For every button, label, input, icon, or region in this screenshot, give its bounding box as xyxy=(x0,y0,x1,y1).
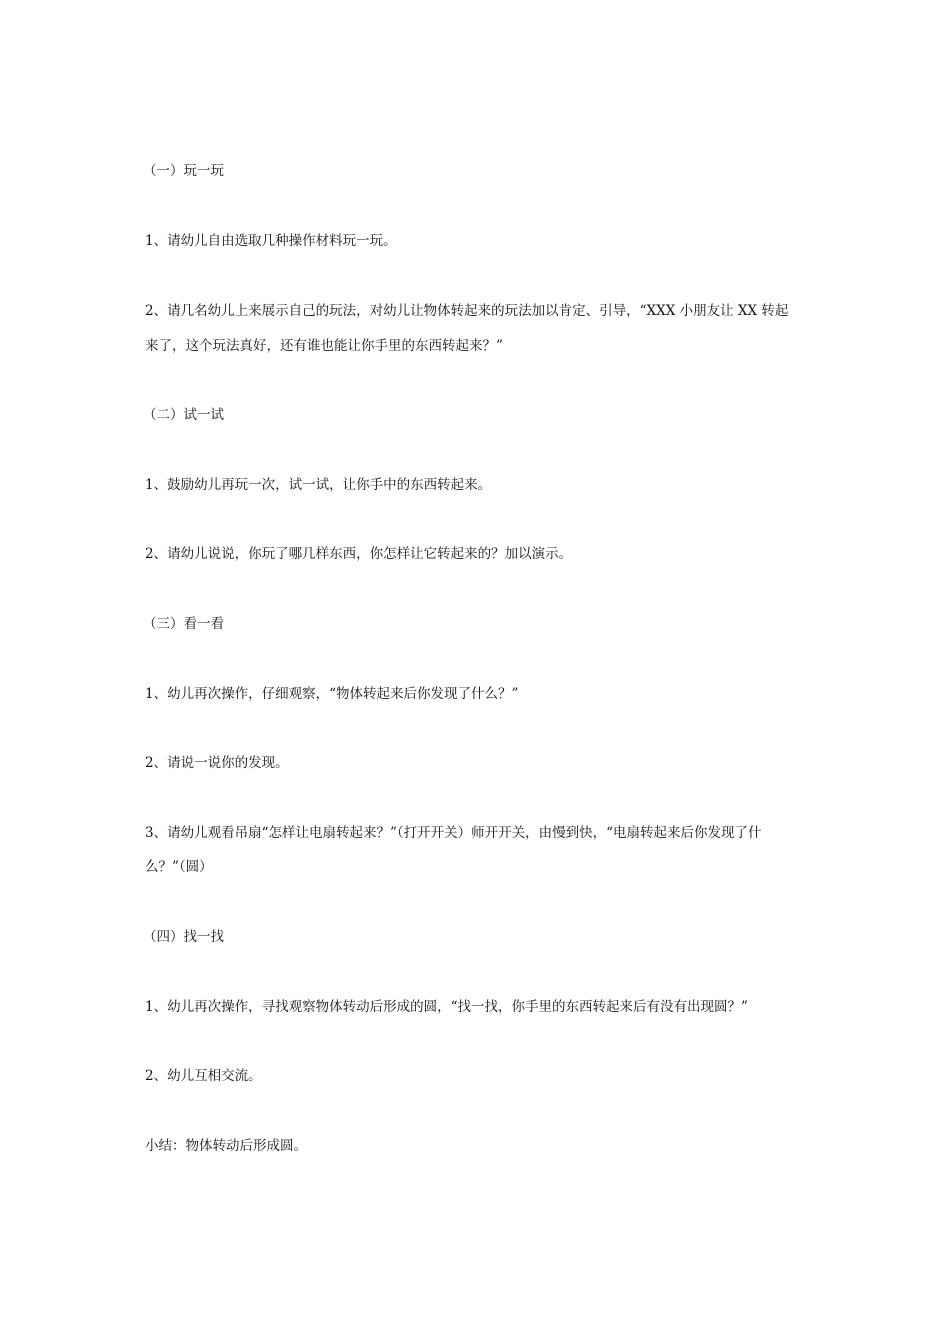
section4-item-2: 2、幼儿互相交流。 xyxy=(145,1068,262,1084)
summary-text: 小结：物体转动后形成圆。 xyxy=(145,1138,307,1154)
section2-item-1: 1、鼓励幼儿再玩一次，试一试，让你手中的东西转起来。 xyxy=(145,477,492,493)
section3-item-1: 1、幼儿再次操作，仔细观察，“物体转起来后你发现了什么？” xyxy=(145,686,519,702)
section1-item-2-line-1: 2、请几名幼儿上来展示自己的玩法，对幼儿让物体转起来的玩法加以肯定、引导，“XXX 小朋友让 XX 转起 xyxy=(145,303,789,319)
section3-item-3-line-2: 么？”（圆） xyxy=(145,859,213,875)
section-heading-1: （一）玩一玩 xyxy=(143,163,224,179)
section3-item-3-line-1: 3、请幼儿观看吊扇“怎样让电扇转起来？”（打开开关）师开开关，由慢到快，“电扇转起来后你发现了什 xyxy=(145,825,762,841)
section1-item-1: 1、请幼儿自由选取几种操作材料玩一玩。 xyxy=(145,233,397,249)
section-heading-3: （三）看一看 xyxy=(143,616,224,632)
section3-item-2: 2、请说一说你的发现。 xyxy=(145,755,289,771)
section4-item-1: 1、幼儿再次操作，寻找观察物体转动后形成的圆，“找一找，你手里的东西转起来后有没有出现圆？” xyxy=(145,999,748,1015)
section2-item-2: 2、请幼儿说说，你玩了哪几样东西，你怎样让它转起来的？加以演示。 xyxy=(145,546,573,562)
section-heading-2: （二）试一试 xyxy=(143,407,224,423)
section1-item-2-line-2: 来了，这个玩法真好，还有谁也能让你手里的东西转起来？” xyxy=(145,338,503,354)
section-heading-4: （四）找一找 xyxy=(143,929,224,945)
